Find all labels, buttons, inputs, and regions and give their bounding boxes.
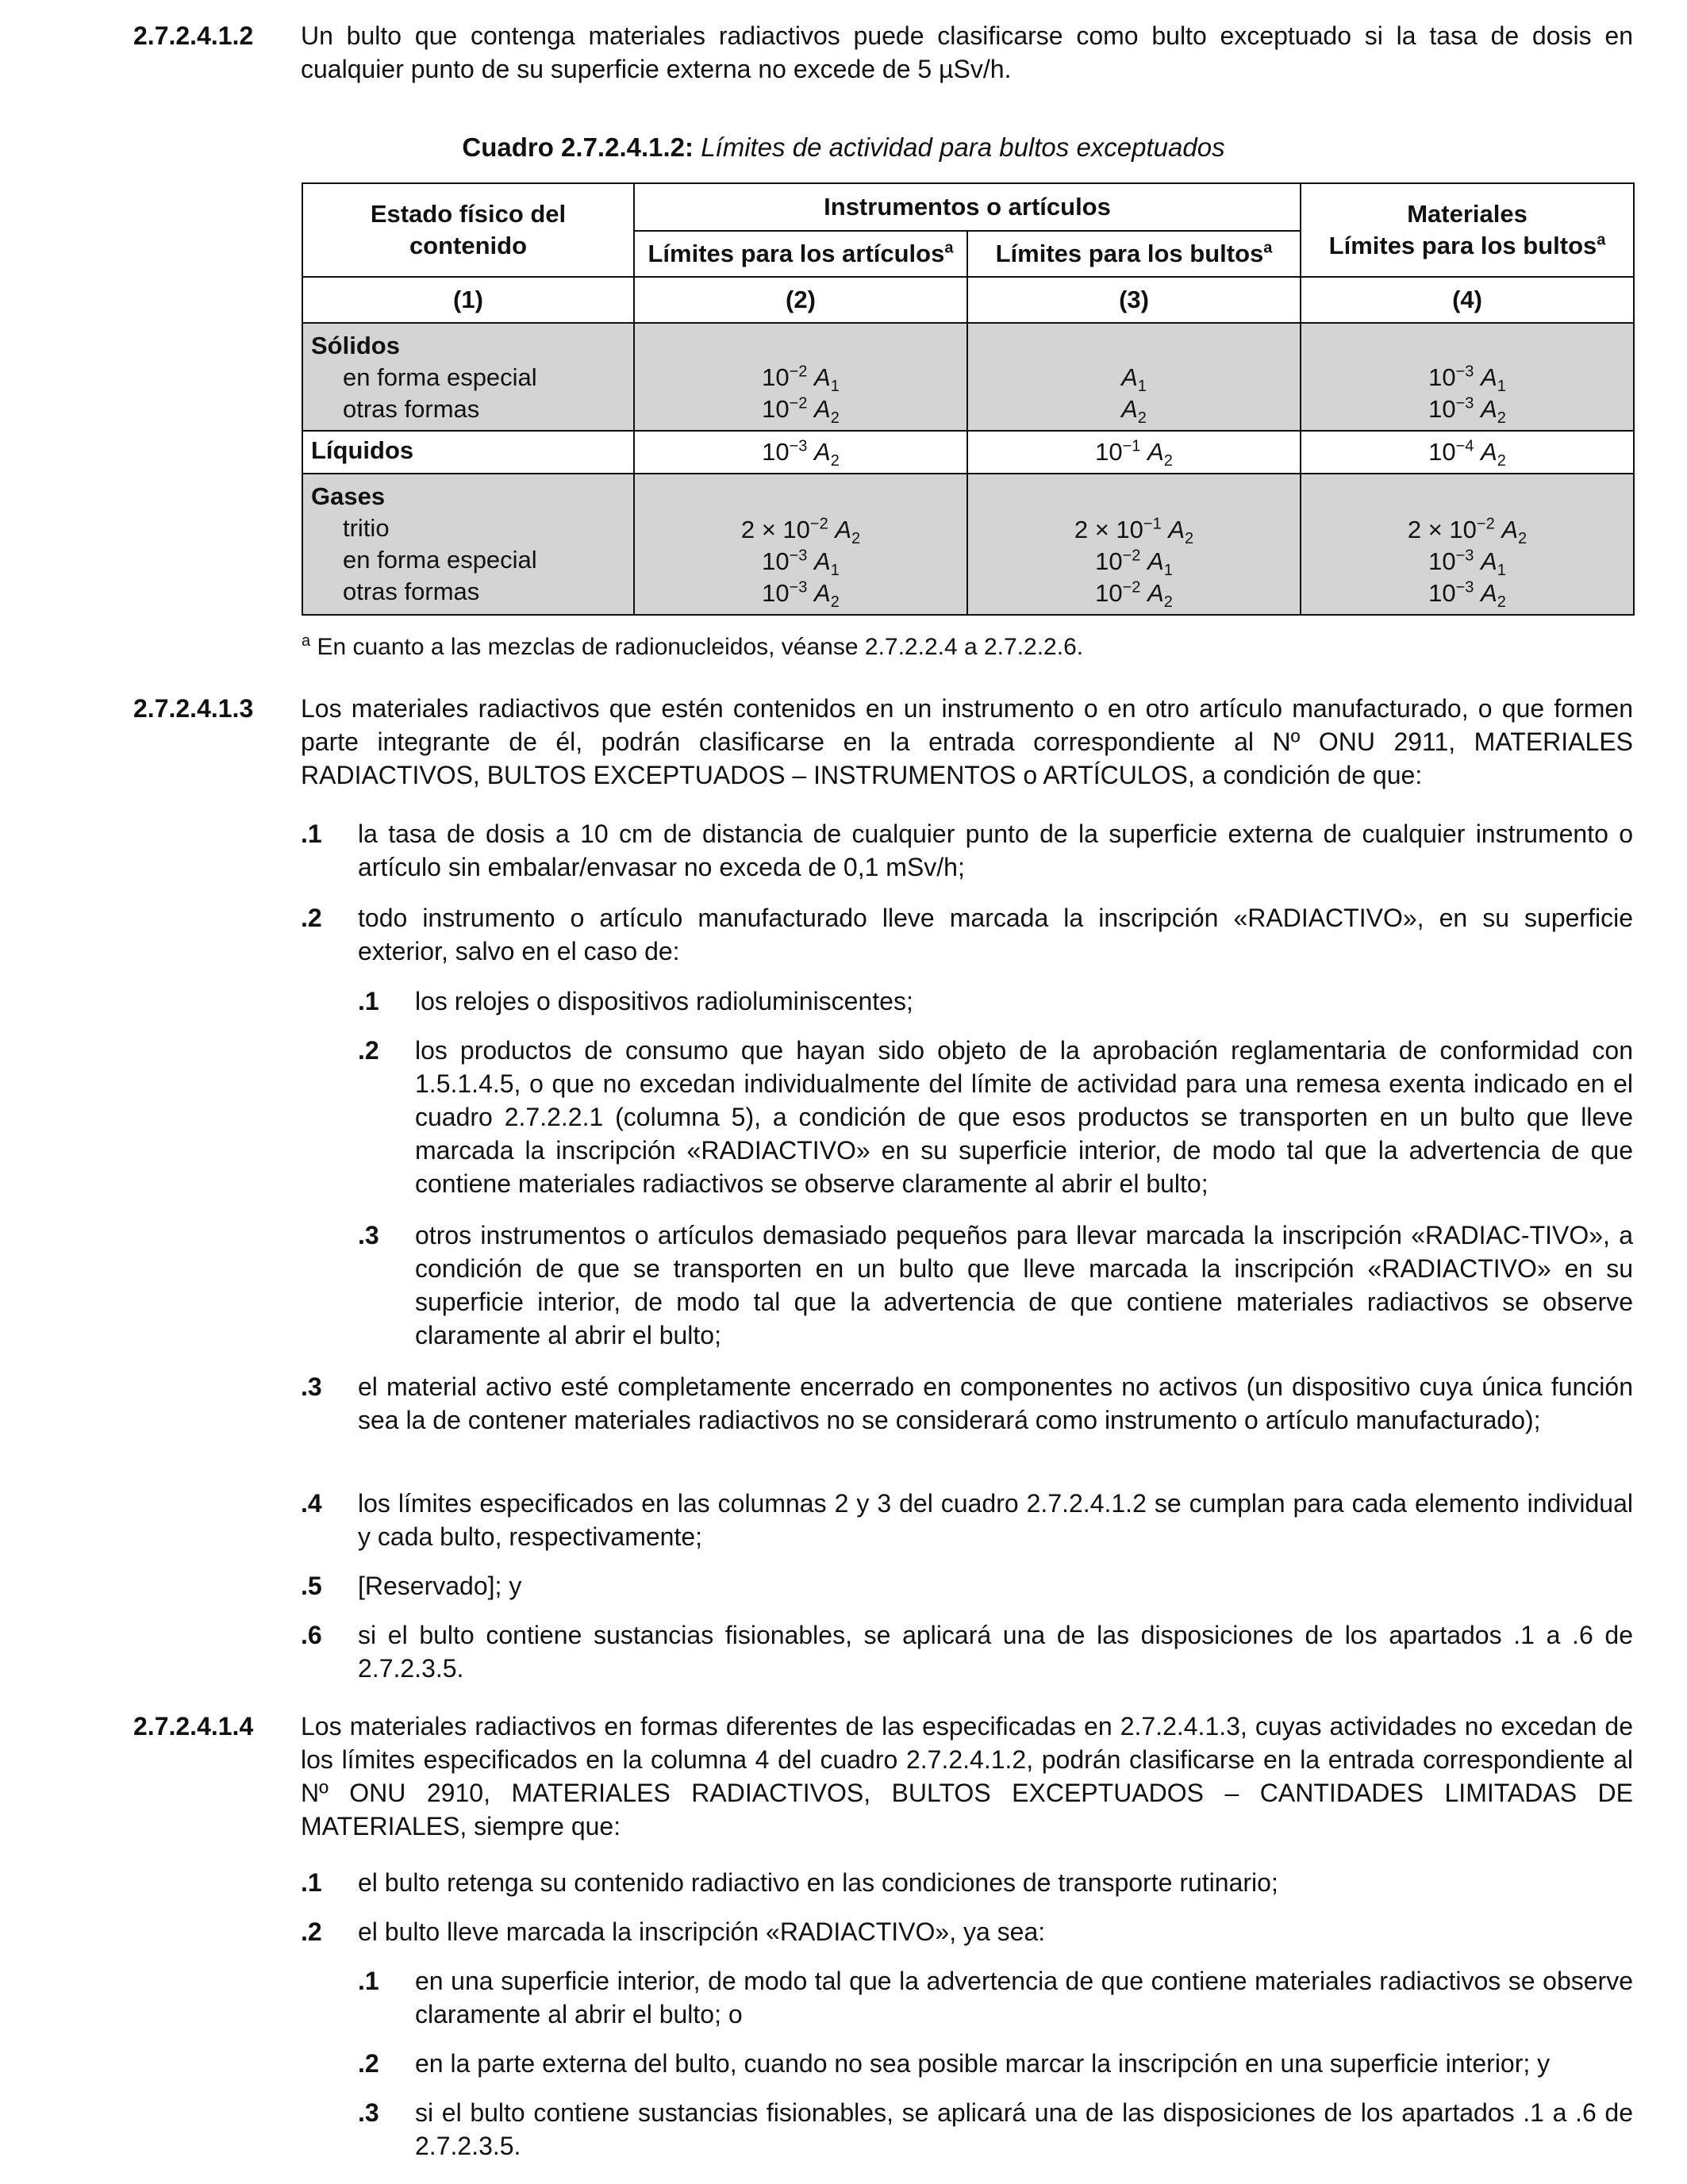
list-subitem: [358, 2047, 1633, 2080]
header-materiales-label: Materiales: [1407, 200, 1528, 228]
paragraph-number: 2.7.2.4.1.2: [133, 21, 254, 50]
row-subheading: tritio: [343, 514, 390, 542]
list-item: [301, 1618, 1633, 1685]
list-subitem: [358, 1034, 1633, 1200]
item-number: .3: [301, 1372, 322, 1401]
row-label-liquidos: [302, 431, 634, 474]
footnote-ref: a: [1597, 231, 1606, 249]
item-number: .2: [358, 2049, 379, 2078]
table-footnote: [302, 631, 1083, 664]
limit-value: $10^{-3}$ $A_1$: [762, 547, 840, 580]
row-gases: [302, 474, 1634, 615]
column-number: (4): [1301, 277, 1634, 323]
footnote-mark: a: [302, 632, 311, 650]
paragraph-text: Los materiales radiactivos que estén contenidos en un instrumento o en otro artículo manufacturado, o que formen parte integrante de él, podrán clasificarse en la entrada correspondiente al Nº ONU 2911, MATERIALES RADIACTIVOS, BULTOS EXCEPTUADOS – INSTRUMENTOS o ARTÍCULOS, a condición de que:: [301, 694, 1633, 789]
limit-value: $2 \times 10^{-1}$ $A_2$: [1074, 515, 1194, 548]
limit-value: $10^{-3}$ $A_1$: [1428, 547, 1506, 580]
list-item: [301, 1569, 1633, 1602]
limit-value: $2 \times 10^{-2}$ $A_2$: [740, 515, 861, 548]
item-text: [Reservado]; y: [358, 1572, 522, 1600]
row-solidos: [302, 323, 1634, 431]
paragraph-text: Un bulto que contenga materiales radiactivos puede clasificarse como bulto exceptuado si la tasa de dosis en cualquier punto de su superficie externa no excede de 5 µSv/h.: [301, 21, 1633, 83]
row-subheading: otras formas: [343, 395, 480, 423]
column-number: (2): [634, 277, 967, 323]
row-subheading: en forma especial: [343, 363, 537, 391]
item-number: .2: [301, 904, 322, 932]
item-number: .5: [301, 1572, 322, 1600]
limit-value: $A_1$: [1121, 363, 1147, 396]
limit-value: $A_2$: [1121, 395, 1147, 428]
cell-solidos-col3: [967, 323, 1301, 431]
cell-liquidos-col2: [634, 431, 967, 474]
footnote-ref: a: [1263, 239, 1273, 257]
table-caption-label: Cuadro 2.7.2.4.1.2:: [462, 132, 694, 162]
list-item: [301, 817, 1633, 884]
item-text: en la parte externa del bulto, cuando no sea posible marcar la inscripción en una superficie interior; y: [415, 2049, 1551, 2078]
table-caption-title: Límites de actividad para bultos exceptuados: [701, 132, 1225, 162]
table-header-row: [302, 183, 1634, 231]
item-text: los productos de consumo que hayan sido objeto de la aprobación reglamentaria de conformidad con 1.5.1.4.5, o que no excedan individualmente del límite de actividad para una remesa exenta indicado en el cuadro 2.7.2.2.1 (columna 5), a condición de que esos productos se transporten en un bulto que lleve marcada la inscripción «RADIACTIVO» en su superficie interior, de modo tal que la advertencia de que contiene materiales radiactivos se observe claramente al abrir el bulto;: [415, 1036, 1633, 1198]
paragraph-2-7-2-4-1-4: [133, 1710, 1633, 1843]
row-subheading: en forma especial: [343, 546, 537, 574]
header-limites-bultos-label: Límites para los bultos: [995, 240, 1264, 267]
cell-solidos-col4: [1301, 323, 1634, 431]
item-text: si el bulto contiene sustancias fisionables, se aplicará una de las disposiciones de los apartados .1 a .6 de 2.7.2.3.5.: [358, 1621, 1633, 1683]
paragraph-2-7-2-4-1-2: [133, 19, 1633, 86]
header-instrumentos: Instrumentos o artículos: [634, 183, 1301, 231]
limit-value: $10^{-3}$ $A_2$: [762, 578, 840, 612]
row-liquidos: [302, 431, 1634, 474]
header-estado-label: Estado físico del contenido: [370, 200, 567, 259]
item-text: en una superficie interior, de modo tal que la advertencia de que contiene materiales radiactivos se observe claramente al abrir el bulto; o: [415, 1967, 1633, 2029]
table-caption: [0, 131, 1687, 164]
item-text: el bulto retenga su contenido radiactivo en las condiciones de transporte rutinario;: [358, 1868, 1278, 1897]
limit-value: $10^{-3}$ $A_2$: [762, 437, 840, 470]
list-subitem: [358, 2096, 1633, 2163]
row-heading: Sólidos: [311, 332, 400, 359]
column-number-row: [302, 277, 1634, 323]
item-number: .1: [301, 1868, 322, 1897]
item-number: .6: [301, 1621, 322, 1649]
list-subitem: [358, 985, 1633, 1018]
header-limites-articulos: [634, 231, 967, 277]
paragraph-number: 2.7.2.4.1.3: [133, 694, 254, 723]
item-text: los límites especificados en las columnas 2 y 3 del cuadro 2.7.2.4.1.2 se cumplan para cada elemento individual y cada bulto, respectivamente;: [358, 1489, 1633, 1551]
limit-value: $10^{-2}$ $A_1$: [762, 363, 840, 396]
cell-gases-col4: [1301, 474, 1634, 615]
item-text: la tasa de dosis a 10 cm de distancia de cualquier punto de la superficie externa de cualquier instrumento o artículo sin embalar/envasar no exceda de 0,1 mSv/h;: [358, 819, 1633, 881]
item-number: .4: [301, 1489, 322, 1518]
limit-value: $10^{-2}$ $A_2$: [1095, 578, 1173, 612]
header-estado: [302, 183, 634, 277]
cell-liquidos-col3: [967, 431, 1301, 474]
limit-value: $10^{-1}$ $A_2$: [1095, 437, 1173, 470]
row-heading: Líquidos: [311, 436, 414, 464]
footnote-text: En cuanto a las mezclas de radionucleidos, véanse 2.7.2.2.4 a 2.7.2.2.6.: [317, 634, 1084, 660]
limit-value: $2 \times 10^{-2}$ $A_2$: [1407, 515, 1528, 548]
header-limites-bultos: [967, 231, 1301, 277]
item-text: si el bulto contiene sustancias fisionables, se aplicará una de las disposiciones de los apartados .1 a .6 de 2.7.2.3.5.: [415, 2098, 1633, 2160]
header-materiales: [1301, 183, 1634, 277]
item-number: .2: [301, 1917, 322, 1946]
paragraph-text: Los materiales radiactivos en formas diferentes de las especificadas en 2.7.2.4.1.3, cuyas actividades no excedan de los límites especificados en la columna 4 del cuadro 2.7.2.4.1.2, podrán clasificarse en la entrada correspondiente al Nº ONU 2910, MATERIALES RADIACTIVOS, BULTOS EXCEPTUADOS – CANTIDADES LIMITADAS DE MATERIALES, siempre que:: [301, 1712, 1633, 1840]
limit-value: $10^{-2}$ $A_1$: [1095, 547, 1173, 580]
footnote-ref: a: [944, 239, 954, 257]
row-label-solidos: [302, 323, 634, 431]
row-subheading: otras formas: [343, 578, 480, 605]
list-item: [301, 1487, 1633, 1553]
list-item: [301, 1370, 1633, 1437]
column-number: (3): [967, 277, 1301, 323]
header-limites-articulos-label: Límites para los artículos: [648, 240, 945, 267]
activity-limits-table: [302, 182, 1635, 616]
list-subitem: [358, 1219, 1633, 1352]
limit-value: $10^{-4}$ $A_2$: [1428, 437, 1506, 470]
list-item: [301, 1866, 1633, 1899]
item-number: .1: [301, 819, 322, 848]
row-label-gases: [302, 474, 634, 615]
limit-value: $10^{-3}$ $A_2$: [1428, 394, 1506, 428]
header-materiales-sub: Límites para los bultos: [1328, 232, 1597, 259]
item-text: el material activo esté completamente encerrado en componentes no activos (un dispositivo cuya única función sea la de contener materiales radiactivos no se considerará como instrumento o artículo manufacturado);: [358, 1372, 1633, 1434]
cell-liquidos-col4: [1301, 431, 1634, 474]
row-heading: Gases: [311, 482, 386, 510]
cell-gases-col2: [634, 474, 967, 615]
item-text: los relojes o dispositivos radioluminiscentes;: [415, 987, 913, 1015]
cell-gases-col3: [967, 474, 1301, 615]
item-number: .3: [358, 2098, 379, 2127]
item-number: .1: [358, 987, 379, 1015]
cell-solidos-col2: [634, 323, 967, 431]
item-text: otros instrumentos o artículos demasiado pequeños para llevar marcada la inscripción «RADIAC-TIVO», a condición de que se transporten en un bulto que lleve marcada la inscripción «RADIACTIVO» en su superficie interior, de modo tal que la advertencia de que contiene materiales radiactivos se observe claramente al abrir el bulto;: [415, 1221, 1633, 1349]
paragraph-number: 2.7.2.4.1.4: [133, 1712, 254, 1741]
list-item: [301, 901, 1633, 968]
item-number: .2: [358, 1036, 379, 1065]
limit-value: $10^{-3}$ $A_2$: [1428, 578, 1506, 612]
item-number: .3: [358, 1221, 379, 1249]
item-text: todo instrumento o artículo manufacturado lleve marcada la inscripción «RADIACTIVO», en su superficie exterior, salvo en el caso de:: [358, 904, 1633, 965]
list-subitem: [358, 1964, 1633, 2031]
limit-value: $10^{-3}$ $A_1$: [1428, 363, 1506, 396]
item-text: el bulto lleve marcada la inscripción «RADIACTIVO», ya sea:: [358, 1917, 1046, 1946]
column-number: (1): [302, 277, 634, 323]
limit-value: $10^{-2}$ $A_2$: [762, 394, 840, 428]
item-number: .1: [358, 1967, 379, 1995]
paragraph-2-7-2-4-1-3: [133, 692, 1633, 792]
list-item: [301, 1915, 1633, 1948]
